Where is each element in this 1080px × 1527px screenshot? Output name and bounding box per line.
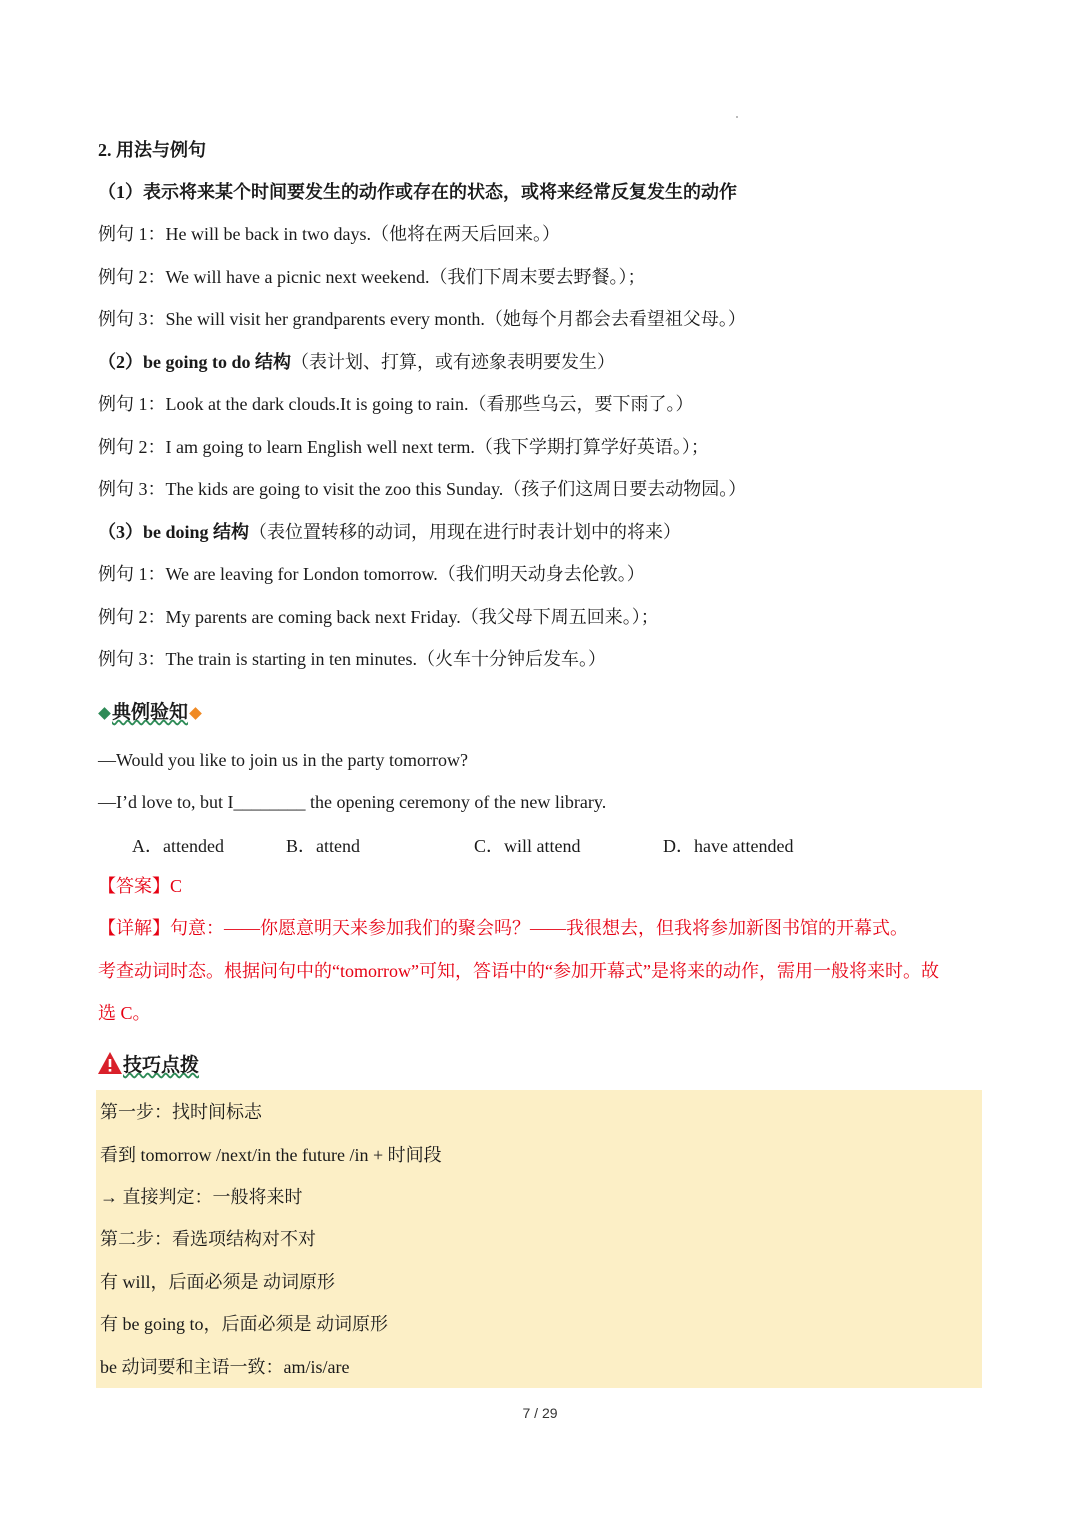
example-heading xyxy=(97,697,203,724)
warning-icon xyxy=(97,1051,123,1075)
detail-line-2: 考查动词时态。根据问句中的“tomorrow”可知，答语中的“参加开幕式”是将来的动作，需用一般将来时。故 xyxy=(98,961,939,981)
usage3-example-2: 例句 2：My parents are coming back next Friday.（我父母下周五回来。）； xyxy=(98,607,659,627)
usage1-example-3: 例句 3：She will visit her grandparents every month.（她每个月都会去看望祖父母。） xyxy=(98,309,746,329)
tips-box xyxy=(96,1090,982,1388)
usage3-example-1: 例句 1：We are leaving for London tomorrow.（我们明天动身去伦敦。） xyxy=(98,564,645,584)
tips-heading-text: 技巧点拨 xyxy=(123,1055,200,1076)
usage3-heading xyxy=(98,520,681,544)
detail-line-1: 【详解】句意：——你愿意明天来参加我们的聚会吗？——我很想去，但我将参加新图书馆的开幕式。 xyxy=(98,918,908,938)
usage2-example-1: 例句 1：Look at the dark clouds.It is going to rain.（看那些乌云，要下雨了。） xyxy=(98,394,694,414)
option-c: C．will attend xyxy=(474,836,581,856)
section-title: 2. 用法与例句 xyxy=(98,140,206,160)
tip-line-4: 第二步：看选项结构对不对 xyxy=(100,1229,316,1249)
tip-line-3: → 直接判定：一般将来时 xyxy=(100,1187,303,1207)
usage2-heading-bold: （2）be going to do 结构 xyxy=(98,352,292,372)
question-line-1: —Would you like to join us in the party tomorrow? xyxy=(98,750,469,770)
orange-diamond-icon xyxy=(189,707,202,720)
usage3-heading-bold: （3）be doing 结构 xyxy=(98,522,250,542)
usage2-example-3: 例句 3：The kids are going to visit the zoo this Sunday.（孩子们这周日要去动物园。） xyxy=(98,479,747,499)
option-a: A．attended xyxy=(132,836,224,856)
usage1-example-1: 例句 1：He will be back in two days.（他将在两天后回来。） xyxy=(98,224,560,244)
usage2-heading-note: （表计划、打算，或有迹象表明要发生） xyxy=(291,352,616,372)
tip-line-1: 第一步：找时间标志 xyxy=(100,1102,262,1122)
answer-line: 【答案】C xyxy=(98,876,183,896)
tips-heading xyxy=(97,1050,199,1077)
green-diamond-icon xyxy=(98,707,111,720)
tip-line-7: be 动词要和主语一致：am/is/are xyxy=(100,1357,350,1377)
tip-line-6: 有 be going to，后面必须是 动词原形 xyxy=(100,1314,388,1334)
option-d: D．have attended xyxy=(663,836,794,856)
usage2-heading xyxy=(98,350,615,374)
usage1-example-2: 例句 2：We will have a picnic next weekend.（我们下周末要去野餐。）； xyxy=(98,267,646,287)
usage3-heading-note: （表位置转移的动词，用现在进行时表计划中的将来） xyxy=(249,522,682,542)
example-heading-text: 典例验知 xyxy=(112,702,189,723)
tip-line-2: 看到 tomorrow /next/in the future /in + 时间段 xyxy=(100,1145,442,1165)
usage1-heading: （1）表示将来某个时间要发生的动作或存在的状态，或将来经常反复发生的动作 xyxy=(98,182,737,202)
page-number: 7 / 29 xyxy=(522,1405,558,1421)
option-b: B．attend xyxy=(286,836,360,856)
question-line-2: —I’d love to, but I________ the opening ceremony of the new library. xyxy=(98,792,607,812)
usage3-example-3: 例句 3：The train is starting in ten minutes.（火车十分钟后发车。） xyxy=(98,649,606,669)
detail-line-3: 选 C。 xyxy=(98,1003,151,1023)
usage2-example-2: 例句 2：I am going to learn English well next term.（我下学期打算学好英语。）； xyxy=(98,437,709,457)
tip-line-5: 有 will，后面必须是 动词原形 xyxy=(100,1272,336,1292)
scan-dot xyxy=(736,116,738,118)
